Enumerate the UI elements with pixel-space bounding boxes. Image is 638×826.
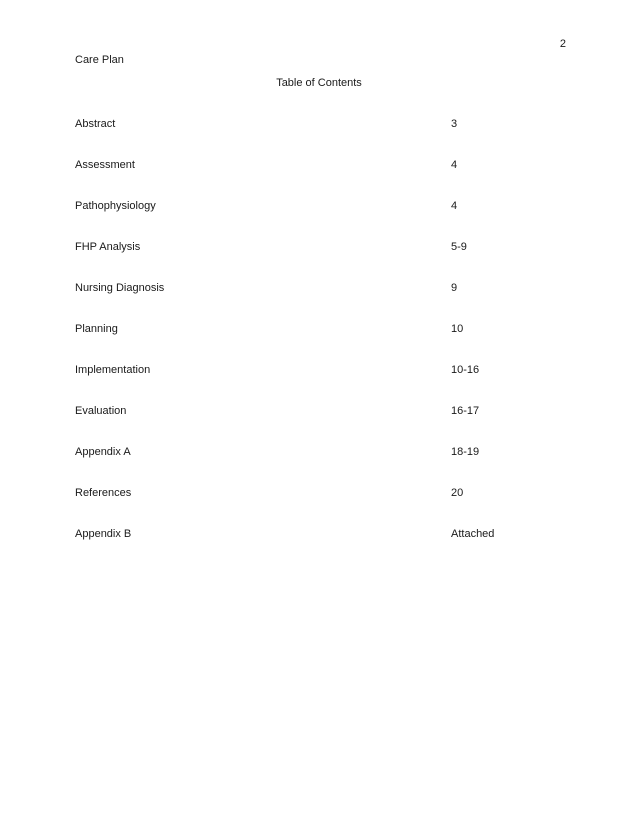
toc-row xyxy=(75,282,555,323)
toc-entry-page: 10-16 xyxy=(451,364,480,376)
toc-list xyxy=(75,118,555,569)
toc-entry-label: Appendix A xyxy=(75,446,131,458)
toc-row xyxy=(75,364,555,405)
toc-entry-page: 9 xyxy=(451,282,458,294)
toc-entry-label: Evaluation xyxy=(75,405,127,417)
toc-row xyxy=(75,446,555,487)
toc-entry-page: Attached xyxy=(451,528,495,540)
toc-entry-label: Nursing Diagnosis xyxy=(75,282,165,294)
page-number: 2 xyxy=(559,38,566,50)
toc-entry-label: Planning xyxy=(75,323,118,335)
toc-entry-page: 10 xyxy=(451,323,464,335)
toc-entry-label: Assessment xyxy=(75,159,135,171)
toc-row xyxy=(75,487,555,528)
toc-entry-label: References xyxy=(75,487,132,499)
toc-entry-page: 4 xyxy=(451,200,458,212)
toc-entry-page: 5-9 xyxy=(451,241,467,253)
toc-entry-label: Implementation xyxy=(75,364,151,376)
toc-entry-label: FHP Analysis xyxy=(75,241,141,253)
toc-row xyxy=(75,241,555,282)
toc-entry-page: 18-19 xyxy=(451,446,480,458)
toc-entry-label: Abstract xyxy=(75,118,116,130)
toc-entry-page: 16-17 xyxy=(451,405,480,417)
toc-entry-page: 4 xyxy=(451,159,458,171)
toc-row xyxy=(75,405,555,446)
toc-entry-label: Pathophysiology xyxy=(75,200,156,212)
toc-entry-label: Appendix B xyxy=(75,528,132,540)
running-head: Care Plan xyxy=(75,54,124,66)
toc-row xyxy=(75,528,555,569)
toc-row xyxy=(75,118,555,159)
toc-entry-page: 3 xyxy=(451,118,458,130)
toc-row xyxy=(75,159,555,200)
toc-row xyxy=(75,323,555,364)
toc-title: Table of Contents xyxy=(276,77,362,89)
toc-entry-page: 20 xyxy=(451,487,464,499)
toc-row xyxy=(75,200,555,241)
